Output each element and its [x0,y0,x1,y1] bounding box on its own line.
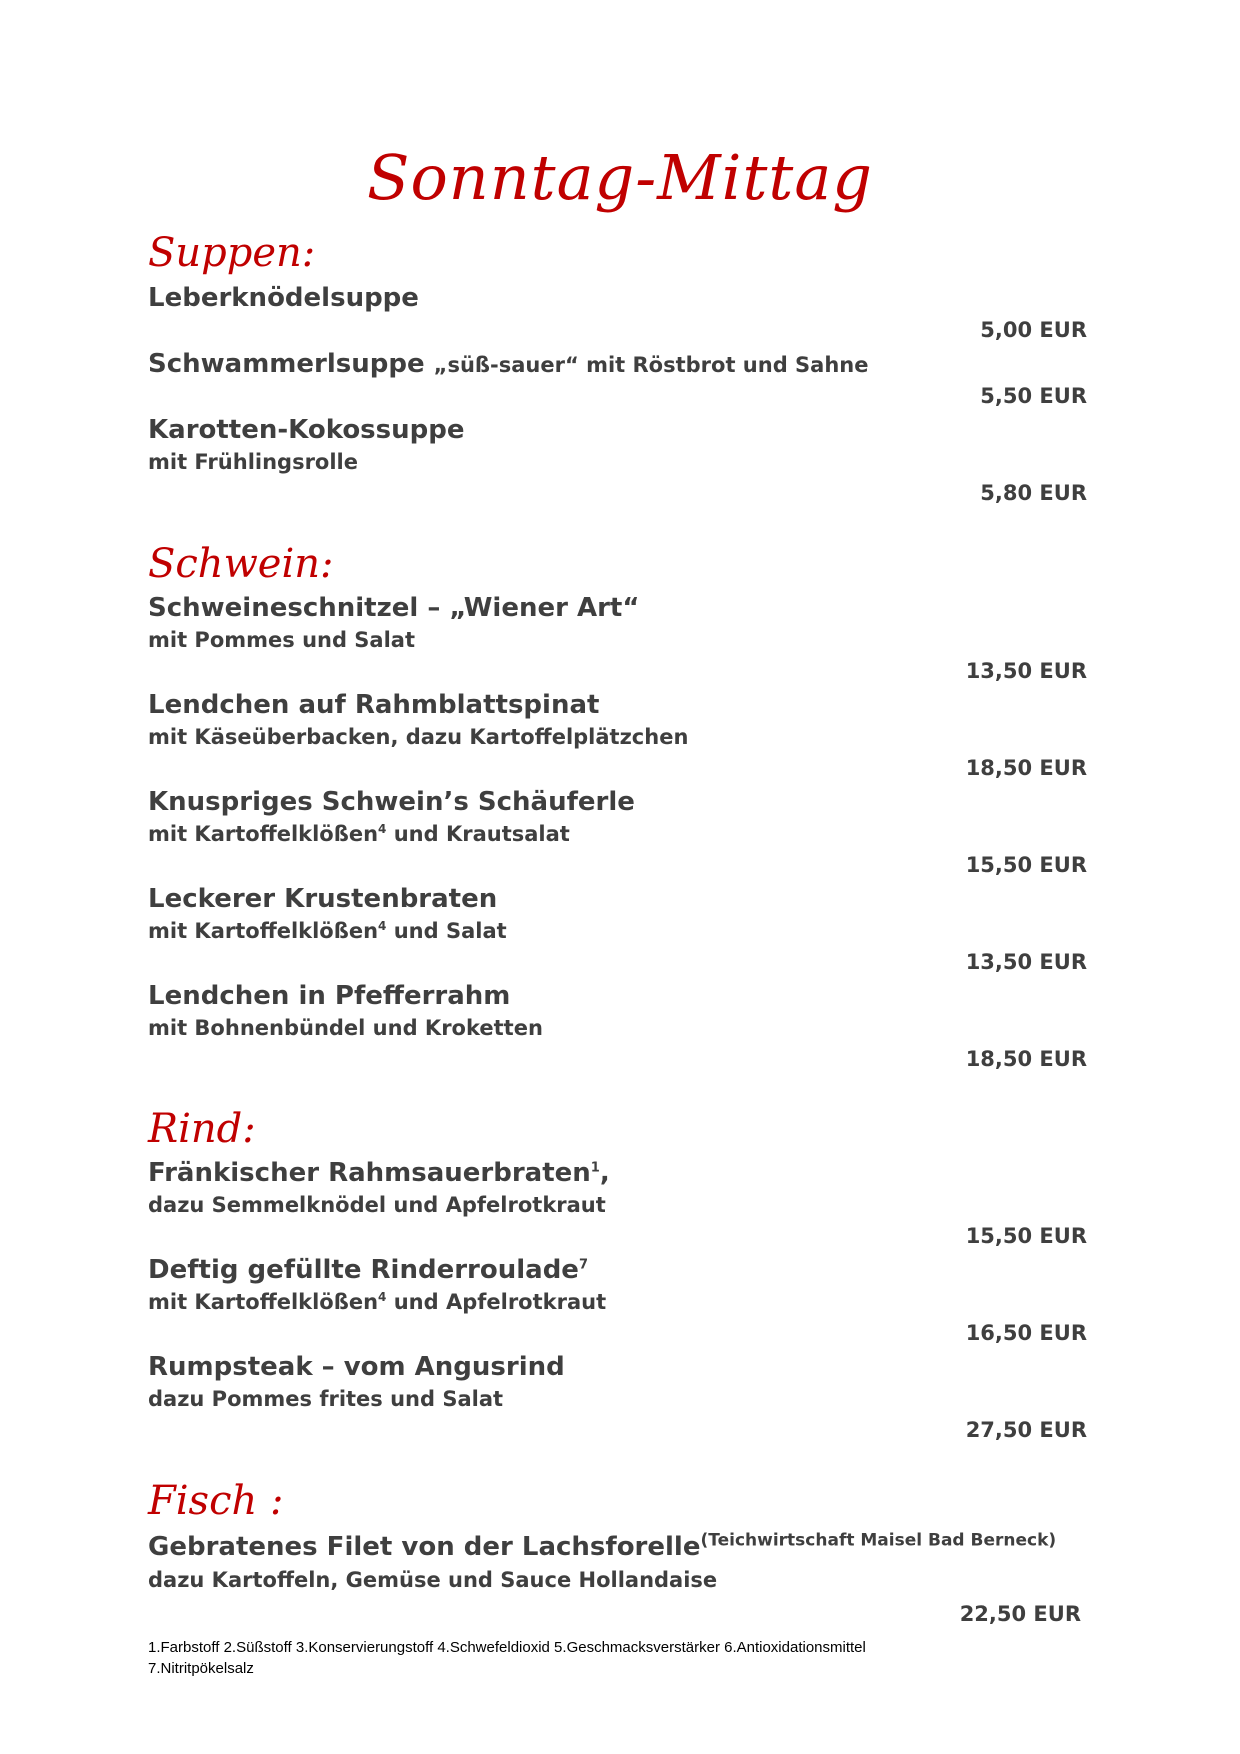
menu-item-price: 18,50 EUR [965,1047,1087,1071]
menu-item-name: Lendchen auf Rahmblattspinat [148,690,600,720]
desc-text: mit Kartoffelklößen [148,822,379,846]
menu-item-description: mit Käseüberbacken, dazu Kartoffelplätzchen [148,725,689,749]
menu-item-name: Leberknödelsuppe [148,283,419,313]
menu-item-price: 5,00 EUR [980,318,1087,342]
menu-item-description: dazu Pommes frites und Salat [148,1387,504,1411]
menu-item-description [148,917,507,945]
supplier-note: (Teichwirtschaft Maisel Bad Berneck) [700,1530,1057,1551]
menu-item-price: 13,50 EUR [965,950,1087,974]
item-title: Schwammerlsuppe [148,349,425,379]
menu-item-name [148,348,869,381]
menu-item-description [148,820,570,848]
allergen-footnote: 1.Farbstoff 2.Süßstoff 3.Konservierungstoff 4.Schwefeldioxid 5.Geschmacksverstärker 6.Antioxidationsmittel [148,1639,866,1656]
page-title: Sonntag-Mittag [367,141,873,214]
item-title: Deftig gefüllte Rinderroulade [148,1255,579,1285]
menu-item-name [148,1157,610,1189]
menu-item-description: mit Frühlingsrolle [148,450,358,474]
desc-text: und Krautsalat [386,822,570,846]
section-heading-schwein: Schwein: [148,541,334,587]
allergen-note: 4 [378,919,387,933]
menu-item-price: 16,50 EUR [965,1321,1087,1345]
menu-item-name: Leckerer Krustenbraten [148,884,498,914]
menu-item-price: 15,50 EUR [965,1224,1087,1248]
item-title: Gebratenes Filet von der Lachsforelle [148,1532,701,1562]
menu-item-name: Knuspriges Schwein’s Schäuferle [148,787,635,817]
desc-text: mit Kartoffelklößen [148,1290,379,1314]
section-heading-suppen: Suppen: [148,230,316,276]
allergen-footnote: 7.Nitritpökelsalz [148,1660,254,1677]
section-heading-rind: Rind: [148,1106,256,1152]
menu-item-description: mit Pommes und Salat [148,628,416,652]
menu-item-price: 22,50 EUR [959,1602,1081,1626]
menu-item-price: 27,50 EUR [965,1418,1087,1442]
menu-item-price: 15,50 EUR [965,853,1087,877]
desc-text: und Apfelrotkraut [386,1290,607,1314]
allergen-note: 4 [378,822,387,836]
item-title-suffix: , [599,1158,610,1188]
menu-item-price: 5,50 EUR [980,384,1087,408]
section-heading-fisch: Fisch : [148,1478,284,1524]
menu-item-description [148,1288,606,1316]
allergen-note: 4 [378,1290,387,1304]
menu-item-price: 5,80 EUR [980,481,1087,505]
menu-item-name: Schweineschnitzel – „Wiener Art“ [148,593,640,623]
desc-text: und Salat [386,919,507,943]
allergen-note: 7 [578,1257,588,1273]
menu-item-description: dazu Semmelknödel und Apfelrotkraut [148,1193,606,1217]
menu-item-price: 13,50 EUR [965,659,1087,683]
allergen-note: 1 [590,1160,600,1176]
menu-item-name: Lendchen in Pfefferrahm [148,981,511,1011]
menu-item-description: mit Bohnenbündel und Kroketten [148,1016,543,1040]
item-title: Fränkischer Rahmsauerbraten [148,1158,591,1188]
menu-item-description: dazu Kartoffeln, Gemüse und Sauce Hollandaise [148,1568,718,1592]
menu-item-name [148,1531,1056,1563]
menu-item-name [148,1254,588,1286]
menu-item-name: Rumpsteak – vom Angusrind [148,1352,565,1382]
menu-item-price: 18,50 EUR [965,756,1087,780]
desc-text: mit Kartoffelklößen [148,919,379,943]
item-inline-description: „süß-sauer“ mit Röstbrot und Sahne [433,353,869,377]
menu-item-name: Karotten-Kokossuppe [148,415,465,445]
